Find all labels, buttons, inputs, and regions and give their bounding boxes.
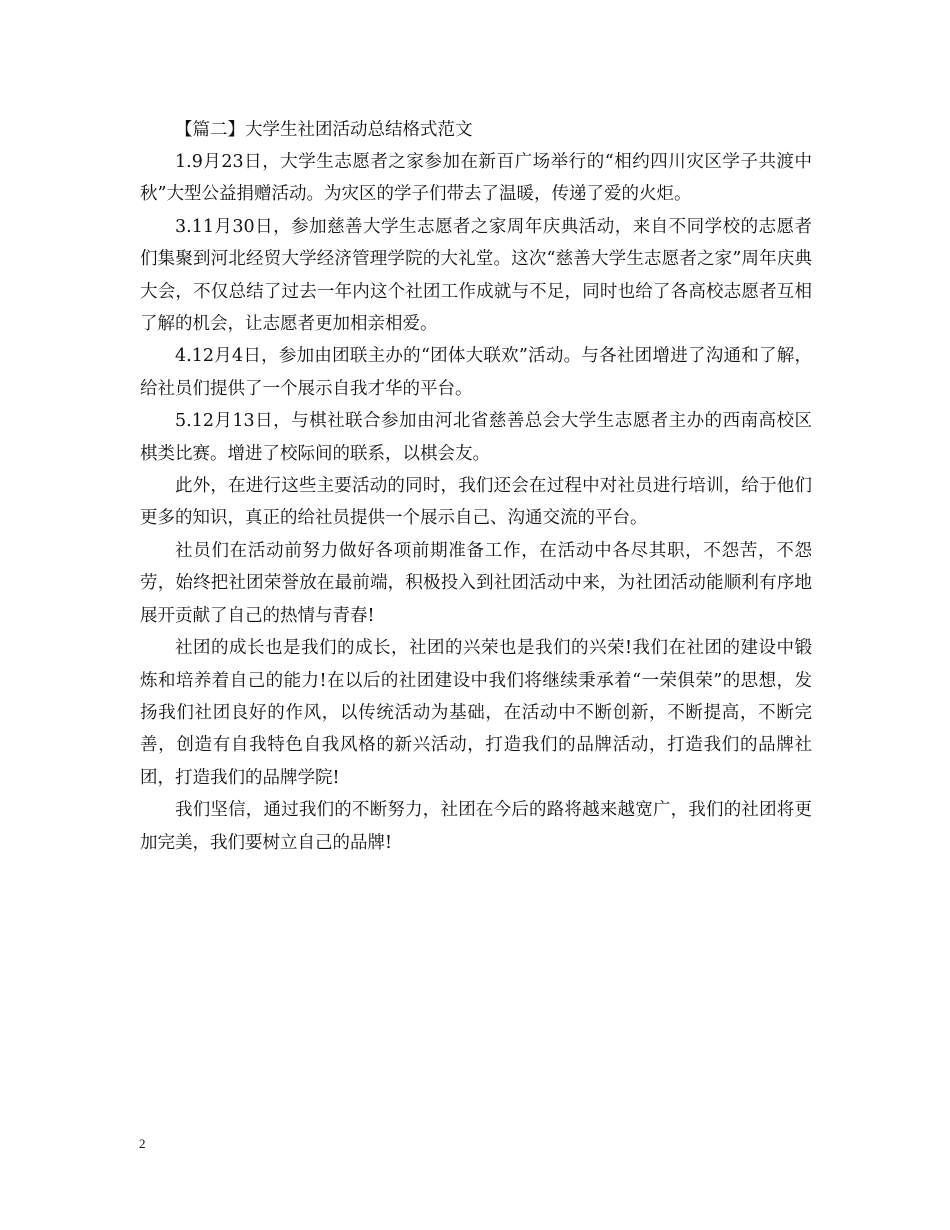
paragraph-8: 我们坚信，通过我们的不断努力，社团在今后的路将越来越宽广，我们的社团将更加完美，我们要树立自己的品牌! [140,800,812,853]
document-body [140,114,812,859]
section-heading: 【篇二】大学生社团活动总结格式范文 [175,120,473,140]
paragraph-7: 社团的成长也是我们的成长，社团的兴荣也是我们的兴荣!我们在社团的建设中锻炼和培养着自己的能力!在以后的社团建设中我们将继续秉承着“一荣俱荣”的思想，发扬我们社团良好的作风，以传统活动为基础，在活动中不断创新，不断提高，不断完善，创造有自我特色自我风格的新兴活动，打造我们的品牌活动，打造我们的品牌社团，打造我们的品牌学院! [140,638,812,788]
paragraph-3: 4.12月4日，参加由团联主办的“团体大联欢”活动。与各社团增进了沟通和了解，给社员们提供了一个展示自我才华的平台。 [140,346,812,399]
paragraph-1: 1.9月23日，大学生志愿者之家参加在新百广场举行的“相约四川灾区学子共渡中秋”大型公益捐赠活动。为灾区的学子们带去了温暖，传递了爱的火炬。 [140,152,812,205]
paragraph-2: 3.11月30日，参加慈善大学生志愿者之家周年庆典活动，来自不同学校的志愿者们集聚到河北经贸大学经济管理学院的大礼堂。这次“慈善大学生志愿者之家”周年庆典大会，不仅总结了过去一年内这个社团工作成就与不足，同时也给了各高校志愿者互相了解的机会，让志愿者更加相亲相爱。 [140,216,812,335]
page-number: 2 [139,1136,146,1151]
paragraph-6: 社员们在活动前努力做好各项前期准备工作，在活动中各尽其职，不怨苦，不怨劳，始终把社团荣誉放在最前端，积极投入到社团活动中来，为社团活动能顺利有序地展开贡献了自己的热情与青春! [140,540,812,626]
paragraph-5: 此外，在进行这些主要活动的同时，我们还会在过程中对社员进行培训，给于他们更多的知识，真正的给社员提供一个展示自己、沟通交流的平台。 [140,476,812,529]
paragraph-4: 5.12月13日，与棋社联合参加由河北省慈善总会大学生志愿者主办的西南高校区棋类比赛。增进了校际间的联系，以棋会友。 [140,411,812,464]
